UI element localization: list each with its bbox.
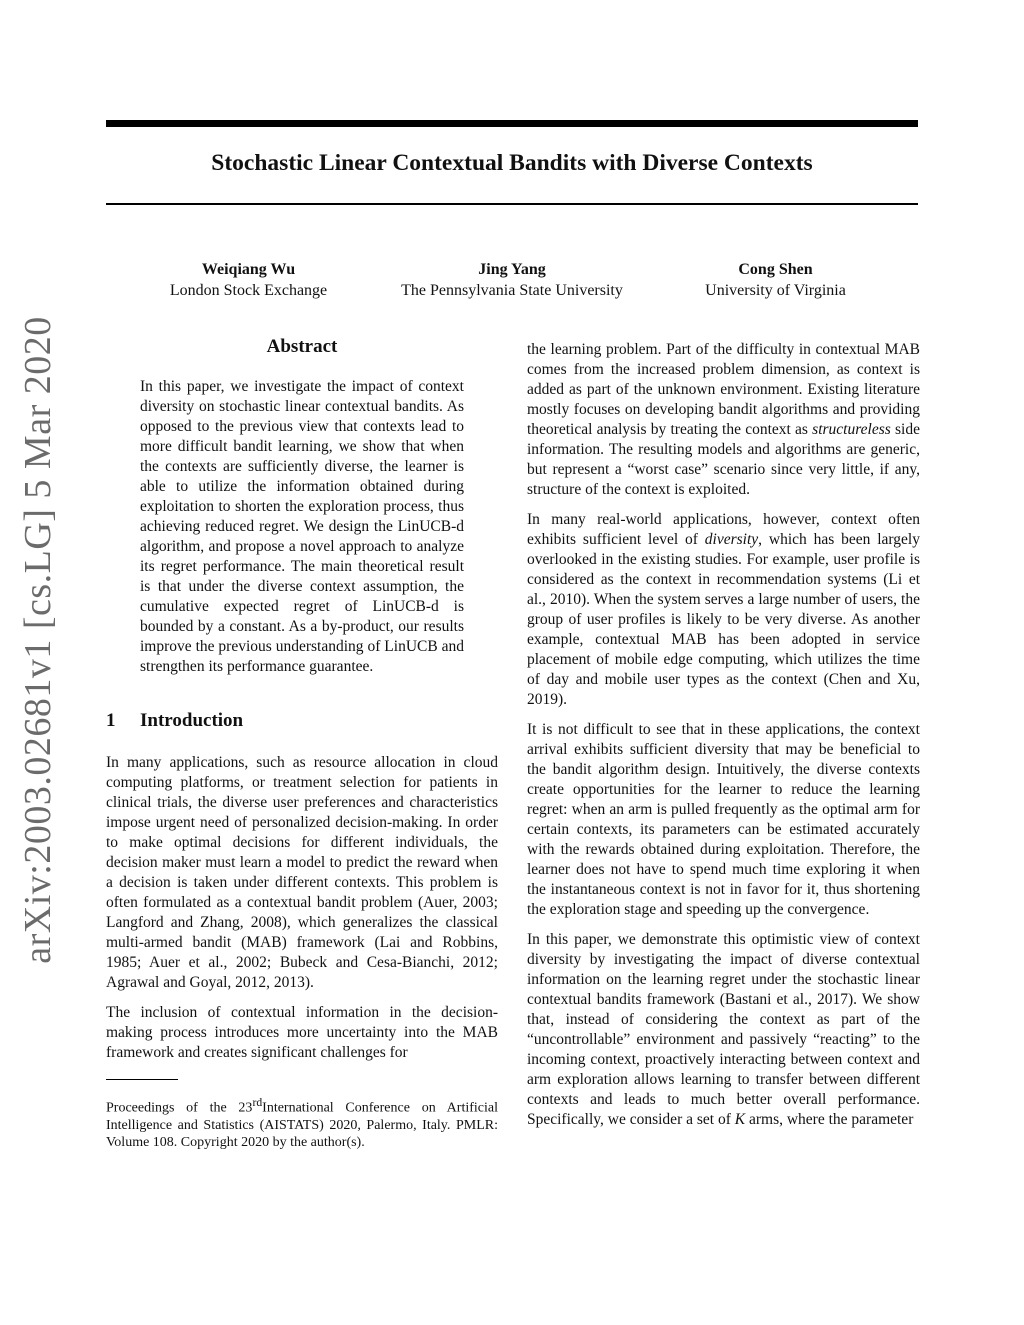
- paper-title: Stochastic Linear Contextual Bandits with Diverse Contexts: [211, 150, 813, 176]
- paragraph-text: arms, where the parameter: [745, 1111, 914, 1128]
- author-3: [653, 259, 898, 301]
- paragraph-text: In this paper, we demonstrate this optimistic view of context diversity by investigating the impact of diverse contextual information on the learning regret under the stochastic linear contextual bandits framework (Bastani et al., 2017). We show that, instead of considering the context as part of the “uncontrollable” environment and passively “reacting” to the incoming context, proactively interacting between context and arm exploration allows learning to transfer between different contexts and leads to much better overall performance. Specifically, we consider a set of: [527, 931, 920, 1128]
- proceedings-footnote: [106, 1094, 498, 1151]
- section-heading-introduction: [106, 709, 498, 733]
- footnote-text-end: International Conference on Artificial Intelligence and Statistics (AISTATS) 2020, Palermo, Italy. PMLR: Volume 108. Copyright 2020 by the author(s).: [106, 1100, 498, 1150]
- right-paragraph-3: It is not difficult to see that in these applications, the context arrival exhibits sufficient diversity that may be beneficial to the bandit algorithm design. Intuitively, the diverse contexts create opportunities for the learner to reduce the learning regret: when an arm is pulled frequently as the optimal arm for certain contexts, its parameters can be estimated accurately with the rewards obtained during exploitation. Therefore, the learner does not have to spend much time exploring it when the instantaneous context is not in favor for it, thus shortening the exploration stage and speeding up the convergence.: [527, 721, 920, 918]
- author-affiliation: The Pennsylvania State University: [401, 282, 623, 299]
- title-top-rule: [106, 120, 918, 127]
- abstract-text: In this paper, we investigate the impact of context diversity on stochastic linear contextual bandits. As opposed to the previous view that contexts lead to more difficult bandit learning, we show that when the contexts are sufficiently diverse, the learner is able to utilize the information obtained during exploitation to shorten the exploration process, thus achieving reduced regret. We design the LinUCB-d algorithm, and propose a novel approach to analyze its regret performance. The main theoretical result is that under the diverse context assumption, the cumulative expected regret of LinUCB-d is bounded by a constant. As a by-product, our results improve the previous understanding of LinUCB and strengthen its performance guarantee.: [140, 378, 464, 675]
- section-number: 1: [106, 710, 116, 731]
- paragraph-text: In many real-world applications, however, context often exhibits sufficient level of: [527, 511, 920, 548]
- author-affiliation: London Stock Exchange: [169, 282, 328, 299]
- left-column: [106, 335, 498, 1151]
- footnote-superscript: rd: [252, 1096, 263, 1109]
- footnote-rule: [106, 1079, 178, 1080]
- author-affiliation: University of Virginia: [705, 282, 846, 299]
- right-paragraph-4: [527, 930, 920, 1130]
- right-column: [527, 340, 920, 1130]
- author-1: [126, 259, 371, 301]
- footnote-text-start: Proceedings of the 23: [106, 1100, 253, 1116]
- author-block: [106, 259, 918, 309]
- emphasis-diversity: diversity: [704, 531, 759, 548]
- author-name: Cong Shen: [738, 261, 813, 278]
- author-name: Weiqiang Wu: [201, 261, 296, 278]
- introduction-paragraph-1: In many applications, such as resource allocation in cloud computing platforms, or treatment selection for patients in clinical trials, the diverse user preferences and characteristics impose urgent need of personalized decision-making. In order to make optimal decisions for different individuals, the decision maker must learn a model to predict the reward when a decision is taken under different contexts. This problem is often formulated as a contextual bandit problem (Auer, 2003; Langford and Zhang, 2008), which generalizes the classical multi-armed bandit (MAB) framework (Lai and Robbins, 1985; Auer et al., 2002; Bubeck and Cesa-Bianchi, 2012; Agrawal and Goyal, 2012, 2013).: [106, 754, 498, 991]
- section-title: Introduction: [140, 710, 244, 731]
- paragraph-text: , which has been largely overlooked in the existing studies. For example, user profile is considered as the context in recommendation systems (Li et al., 2010). When the system serves a large number of users, the group of user profiles is likely to be very diverse. As another example, contextual MAB has been adopted in service placement of mobile edge computing, which utilizes the time of day and mobile user types as the context (Chen and Xu, 2019).: [527, 531, 920, 708]
- arxiv-identifier-stamp: arXiv:2003.02681v1 [cs.LG] 5 Mar 2020: [17, 316, 59, 964]
- paragraph-text: the learning problem. Part of the difficulty in contextual MAB comes from the increased problem dimension, as context is added as part of the unknown environment. Existing literature mostly focuses on developing bandit algorithms and providing theoretical analysis by treating the context as: [527, 341, 920, 438]
- emphasis-structureless: structureless: [812, 421, 891, 438]
- right-paragraph-1: [527, 340, 920, 500]
- author-2: [371, 259, 653, 301]
- right-paragraph-2: [527, 510, 920, 710]
- title-bottom-rule: [106, 203, 918, 205]
- introduction-paragraph-2: The inclusion of contextual information in the decision-making process introduces more uncertainty into the MAB framework and creates significant challenges for: [106, 1004, 498, 1061]
- abstract-heading: Abstract: [266, 336, 338, 357]
- math-variable-k: K: [734, 1111, 746, 1128]
- paragraph-text: side information. The resulting models and algorithms are generic, but represent a “worst case” scenario since very little, if any, structure of the context is exploited.: [527, 421, 920, 498]
- author-name: Jing Yang: [478, 261, 546, 278]
